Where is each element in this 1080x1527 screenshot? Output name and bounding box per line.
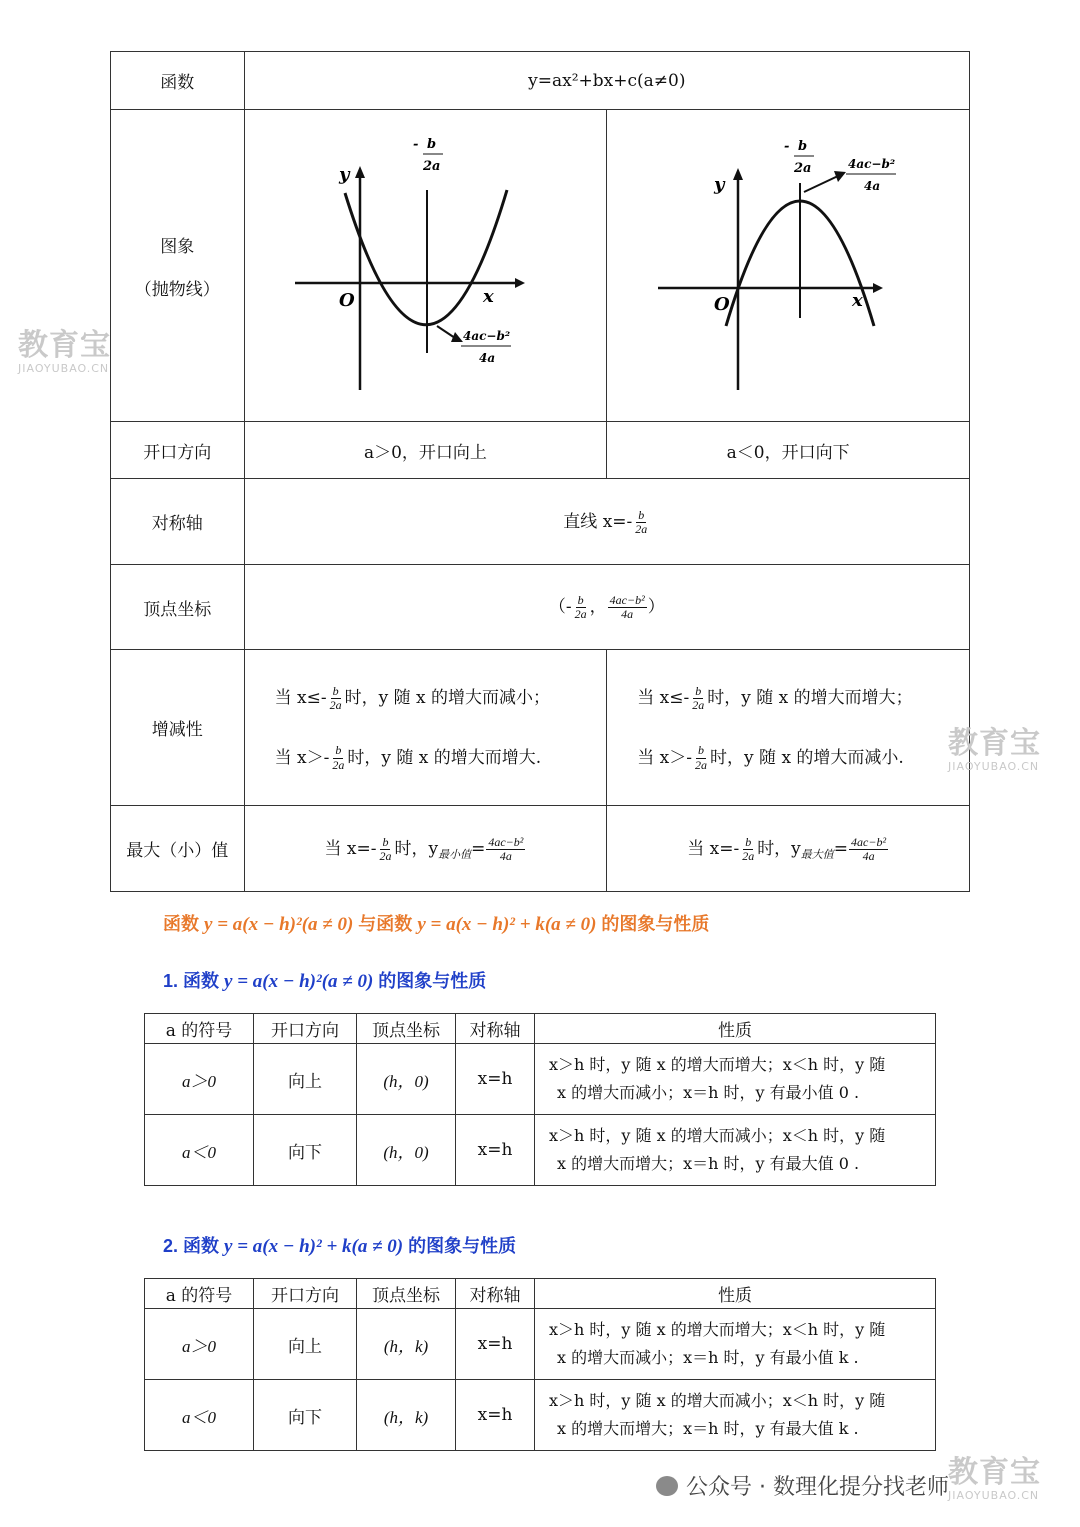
svg-text:y: y	[339, 164, 350, 185]
axis-value: 直线 x=- $\frac{b}{2a}$	[244, 479, 969, 565]
svg-text:x: x	[483, 286, 495, 307]
svg-text:4a: 4a	[864, 179, 881, 193]
svg-text:4a: 4a	[479, 351, 496, 365]
table-vertex-h0	[144, 1013, 936, 1186]
extreme-min: 当 x=- $\frac{b}{2a}$ 时，$y_{最小值}=$ $\frac{\text{4ac−b²}}{4a}$	[244, 806, 607, 892]
graph-upward	[244, 110, 607, 422]
header-property: 性质	[535, 1279, 936, 1309]
header-axis: 对称轴	[456, 1279, 535, 1309]
watermark-left: 教育宝 JIAOYUBAO.CN	[18, 328, 111, 375]
label-vertex: 顶点坐标	[111, 565, 245, 650]
vertex-value: （- $\frac{b}{2a}$ ， $\frac{\text{4ac−b²}}{4a}$ ）	[244, 565, 969, 650]
table-row: a＜0 向下 (h，0) x=h x＞h 时，y 随 x 的增大而减小；x＜h 时，y 随 x 的增大而增大；x＝h 时，y 有最大值 0 .	[145, 1115, 936, 1186]
header-axis: 对称轴	[456, 1014, 535, 1044]
table-row: a＞0 向上 (h，k) x=h x＞h 时，y 随 x 的增大而增大；x＜h 时，y 随 x 的增大而减小；x＝h 时，y 有最小值 k .	[145, 1309, 936, 1380]
table-row: a＞0 向上 (h，0) x=h x＞h 时，y 随 x 的增大而增大；x＜h 时，y 随 x 的增大而减小；x＝h 时，y 有最小值 0 .	[145, 1044, 936, 1115]
header-sign: a 的符号	[145, 1014, 254, 1044]
svg-text:O: O	[714, 294, 730, 315]
label-monotonic: 增减性	[111, 650, 245, 806]
svg-text:b: b	[798, 139, 808, 154]
parabola-upward-graph	[275, 128, 575, 398]
table-row: a＜0 向下 (h，k) x=h x＞h 时，y 随 x 的增大而减小；x＜h 时，y 随 x 的增大而增大；x＝h 时，y 有最大值 k .	[145, 1380, 936, 1451]
svg-text:2a: 2a	[423, 159, 441, 174]
extreme-max: 当 x=- $\frac{b}{2a}$ 时，$y_{最大值}=$ $\frac{\text{4ac−b²}}{4a}$	[607, 806, 970, 892]
footer-account: 公众号 · 数理化提分找老师	[656, 1470, 949, 1501]
header-vertex: 顶点坐标	[357, 1279, 456, 1309]
section1-heading: 1. 函数 y = a(x − h)²(a ≠ 0) 的图象与性质	[163, 971, 487, 992]
watermark-bottom: 教育宝 JIAOYUBAO.CN	[948, 1455, 1041, 1502]
section2-heading: 2. 函数 y = a(x − h)² + k(a ≠ 0) 的图象与性质	[163, 1236, 517, 1257]
svg-text:-: -	[784, 139, 790, 154]
table-vertex-hk	[144, 1278, 936, 1451]
open-down: a＜0，开口向下	[607, 422, 970, 479]
open-up: a＞0，开口向上	[244, 422, 607, 479]
label-function: 函数	[111, 52, 245, 110]
function-formula: y=ax²+bx+c(a≠0)	[244, 52, 969, 110]
svg-text:x: x	[852, 290, 863, 311]
label-extreme: 最大（小）值	[111, 806, 245, 892]
svg-text:O: O	[339, 290, 356, 311]
monotonic-downward: 当 x≤- $\frac{b}{2a}$ 时，y 随 x 的增大而增大； 当 x＞- $\frac{b}{2a}$ 时，y 随 x 的增大而减小.	[607, 650, 970, 806]
label-graph: 图象 （抛物线）	[111, 110, 245, 422]
header-open: 开口方向	[254, 1279, 357, 1309]
header-open: 开口方向	[254, 1014, 357, 1044]
graph-downward	[607, 110, 970, 422]
svg-text:y: y	[714, 174, 725, 195]
wechat-icon	[656, 1476, 678, 1496]
watermark-right: 教育宝 JIAOYUBAO.CN	[948, 726, 1041, 773]
header-vertex: 顶点坐标	[357, 1014, 456, 1044]
header-sign: a 的符号	[145, 1279, 254, 1309]
svg-text:-: -	[413, 137, 419, 152]
function-table	[110, 51, 970, 892]
parabola-downward-graph	[638, 128, 938, 398]
label-axis: 对称轴	[111, 479, 245, 565]
svg-text:4ac−b²: 4ac−b²	[463, 329, 511, 343]
svg-text:4ac−b²: 4ac−b²	[848, 157, 896, 171]
header-property: 性质	[535, 1014, 936, 1044]
svg-text:b: b	[427, 137, 437, 152]
svg-text:2a: 2a	[794, 161, 812, 176]
monotonic-upward: 当 x≤- $\frac{b}{2a}$ 时，y 随 x 的增大而减小； 当 x＞- $\frac{b}{2a}$ 时，y 随 x 的增大而增大.	[244, 650, 607, 806]
label-open: 开口方向	[111, 422, 245, 479]
main-heading: 函数 y = a(x − h)²(a ≠ 0) 与函数 y = a(x − h)² + k(a ≠ 0) 的图象与性质	[163, 914, 710, 935]
